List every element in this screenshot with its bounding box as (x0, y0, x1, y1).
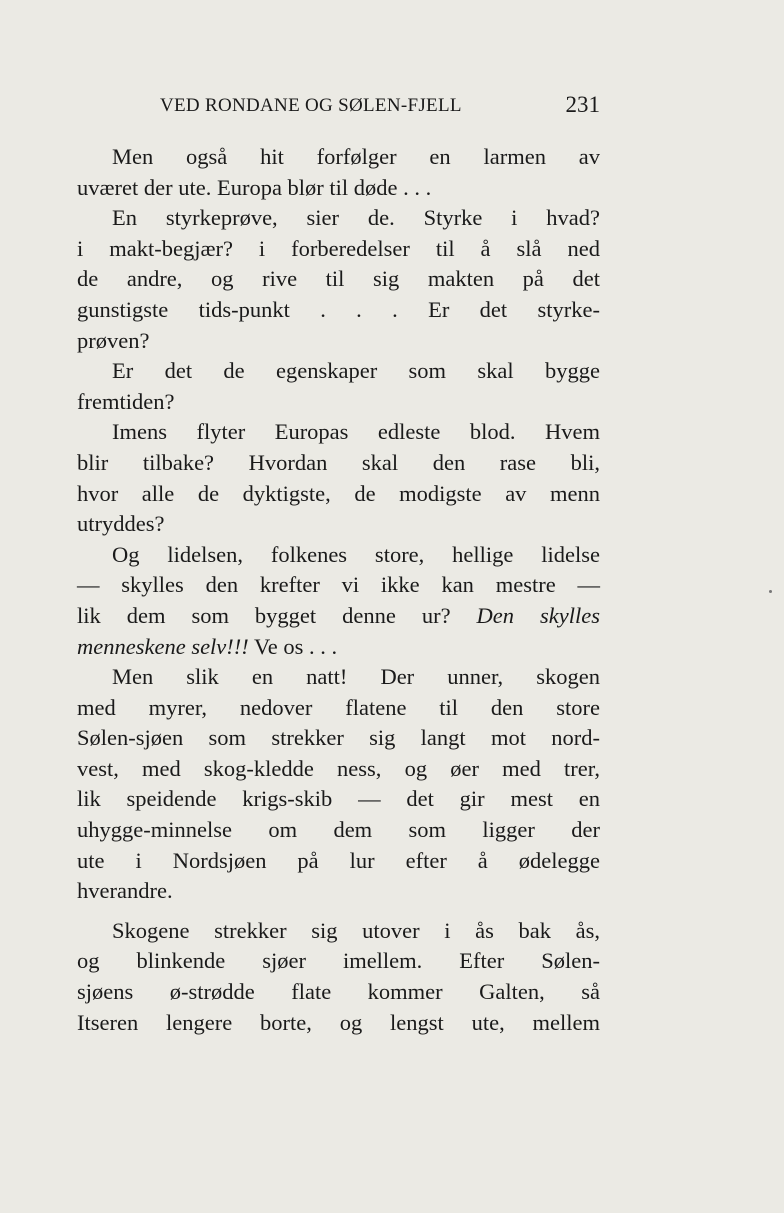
emphasis-text: Den skylles (476, 602, 600, 628)
paragraph-gap (77, 907, 600, 916)
page-header (160, 92, 600, 125)
text-line (77, 540, 600, 571)
line-text: gunstigste tids-punkt . . . Er det styrke- (77, 296, 600, 322)
line-text: hverandre. (77, 878, 173, 904)
line-text: og blinkende sjøer imellem. Efter Sølen- (77, 948, 600, 974)
line-text: Og lidelsen, folkenes store, hellige lidelse (112, 541, 600, 567)
text-line (77, 916, 600, 947)
body-text (77, 142, 600, 1038)
text-line (77, 1008, 600, 1039)
text-line (77, 601, 600, 632)
paper-speck (769, 590, 772, 593)
text-line (77, 448, 600, 479)
text-line (77, 295, 600, 326)
text-line (77, 173, 600, 204)
text-line (77, 693, 600, 724)
line-text: Skogene strekker sig utover i ås bak ås, (112, 917, 600, 943)
text-line (77, 417, 600, 448)
text-line (77, 723, 600, 754)
line-text: hvor alle de dyktigste, de modigste av menn (77, 480, 600, 506)
line-text: blir tilbake? Hvordan skal den rase bli, (77, 449, 600, 475)
line-text: lik speidende krigs-skib — det gir mest en (77, 786, 600, 812)
line-text: Imens flyter Europas edleste blod. Hvem (112, 419, 600, 445)
text-line (77, 876, 600, 907)
line-text: i makt-begjær? i forberedelser til å slå ned (77, 235, 600, 261)
running-head: VED RONDANE OG SØLEN-FJELL (160, 95, 462, 116)
line-text: utryddes? (77, 511, 165, 537)
line-text: vest, med skog-kledde ness, og øer med trer, (77, 755, 600, 781)
text-line (77, 815, 600, 846)
line-text: fremtiden? (77, 388, 175, 414)
line-text: lik dem som bygget denne ur? (77, 602, 477, 628)
line-text: Er det de egenskaper som skal bygge (112, 358, 600, 384)
line-text: ute i Nordsjøen på lur efter å ødelegge (77, 847, 600, 873)
emphasis-text: menneskene selv!!! (77, 633, 249, 659)
line-text: med myrer, nedover flatene til den store (77, 694, 600, 720)
line-text: Men slik en natt! Der unner, skogen (112, 664, 600, 690)
text-line (77, 203, 600, 234)
line-text: de andre, og rive til sig makten på det (77, 266, 600, 292)
line-text: Men også hit forfølger en larmen av (112, 144, 600, 169)
line-text: uhygge-minnelse om dem som ligger der (77, 817, 600, 843)
text-line (77, 632, 600, 663)
text-line (77, 509, 600, 540)
text-line (77, 946, 600, 977)
line-text: Itseren lengere borte, og lengst ute, mellem (77, 1009, 600, 1035)
page-number: 231 (565, 92, 600, 117)
line-text: prøven? (77, 327, 150, 353)
line-text: En styrkeprøve, sier de. Styrke i hvad? (112, 205, 600, 231)
text-line (77, 846, 600, 877)
text-line (77, 142, 600, 173)
text-line (77, 754, 600, 785)
line-text: — skylles den krefter vi ikke kan mestre — (77, 572, 600, 598)
text-line (77, 977, 600, 1008)
text-line (77, 570, 600, 601)
text-line (77, 387, 600, 418)
line-text: Ve os . . . (248, 633, 338, 659)
text-line (77, 264, 600, 295)
text-line (77, 784, 600, 815)
text-line (77, 356, 600, 387)
line-text: uværet der ute. Europa blør til døde . . . (77, 174, 432, 200)
text-line (77, 234, 600, 265)
text-line (77, 662, 600, 693)
line-text: sjøens ø-strødde flate kommer Galten, så (77, 979, 600, 1005)
line-text: Sølen-sjøen som strekker sig langt mot nord- (77, 725, 600, 751)
text-line (77, 479, 600, 510)
text-line (77, 326, 600, 357)
